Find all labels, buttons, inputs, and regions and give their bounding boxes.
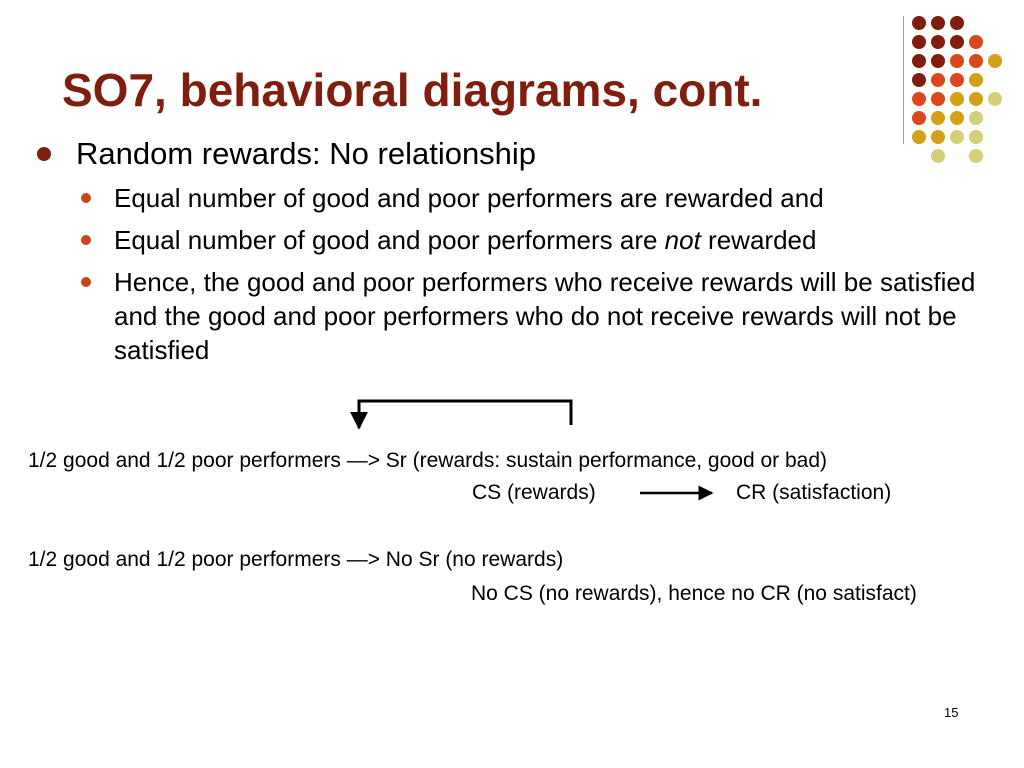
page-number: 15 <box>944 705 959 720</box>
bullet-level1: Random rewards: No relationship <box>76 136 537 171</box>
diagram-cs-label: CS (rewards) <box>472 481 596 504</box>
bullet-level2-item: Equal number of good and poor performers are rewarded and <box>114 183 824 213</box>
bracket-arrow <box>359 401 571 428</box>
diagram-cr-label: CR (satisfaction) <box>736 481 892 504</box>
diagram-line-no-cs: No CS (no rewards), hence no CR (no satisfact) <box>471 582 917 605</box>
diagram-line-rewarded: 1/2 good and 1/2 poor performers —> Sr (rewards: sustain performance, good or bad) <box>28 449 828 472</box>
bullet-level2-item: Hence, the good and poor performers who receive rewards will be satisfied and the good and poor performers who do not receive rewards will not be satisfied <box>114 267 976 365</box>
bullet-text: rewarded <box>700 225 817 255</box>
diagram-line-not-rewarded: 1/2 good and 1/2 poor performers —> No Sr (no rewards) <box>28 548 564 571</box>
bullet-text: Equal number of good and poor performers are <box>114 225 665 255</box>
slide-title: SO7, behavioral diagrams, cont. <box>62 64 763 116</box>
emphasis-text: not <box>664 225 701 255</box>
